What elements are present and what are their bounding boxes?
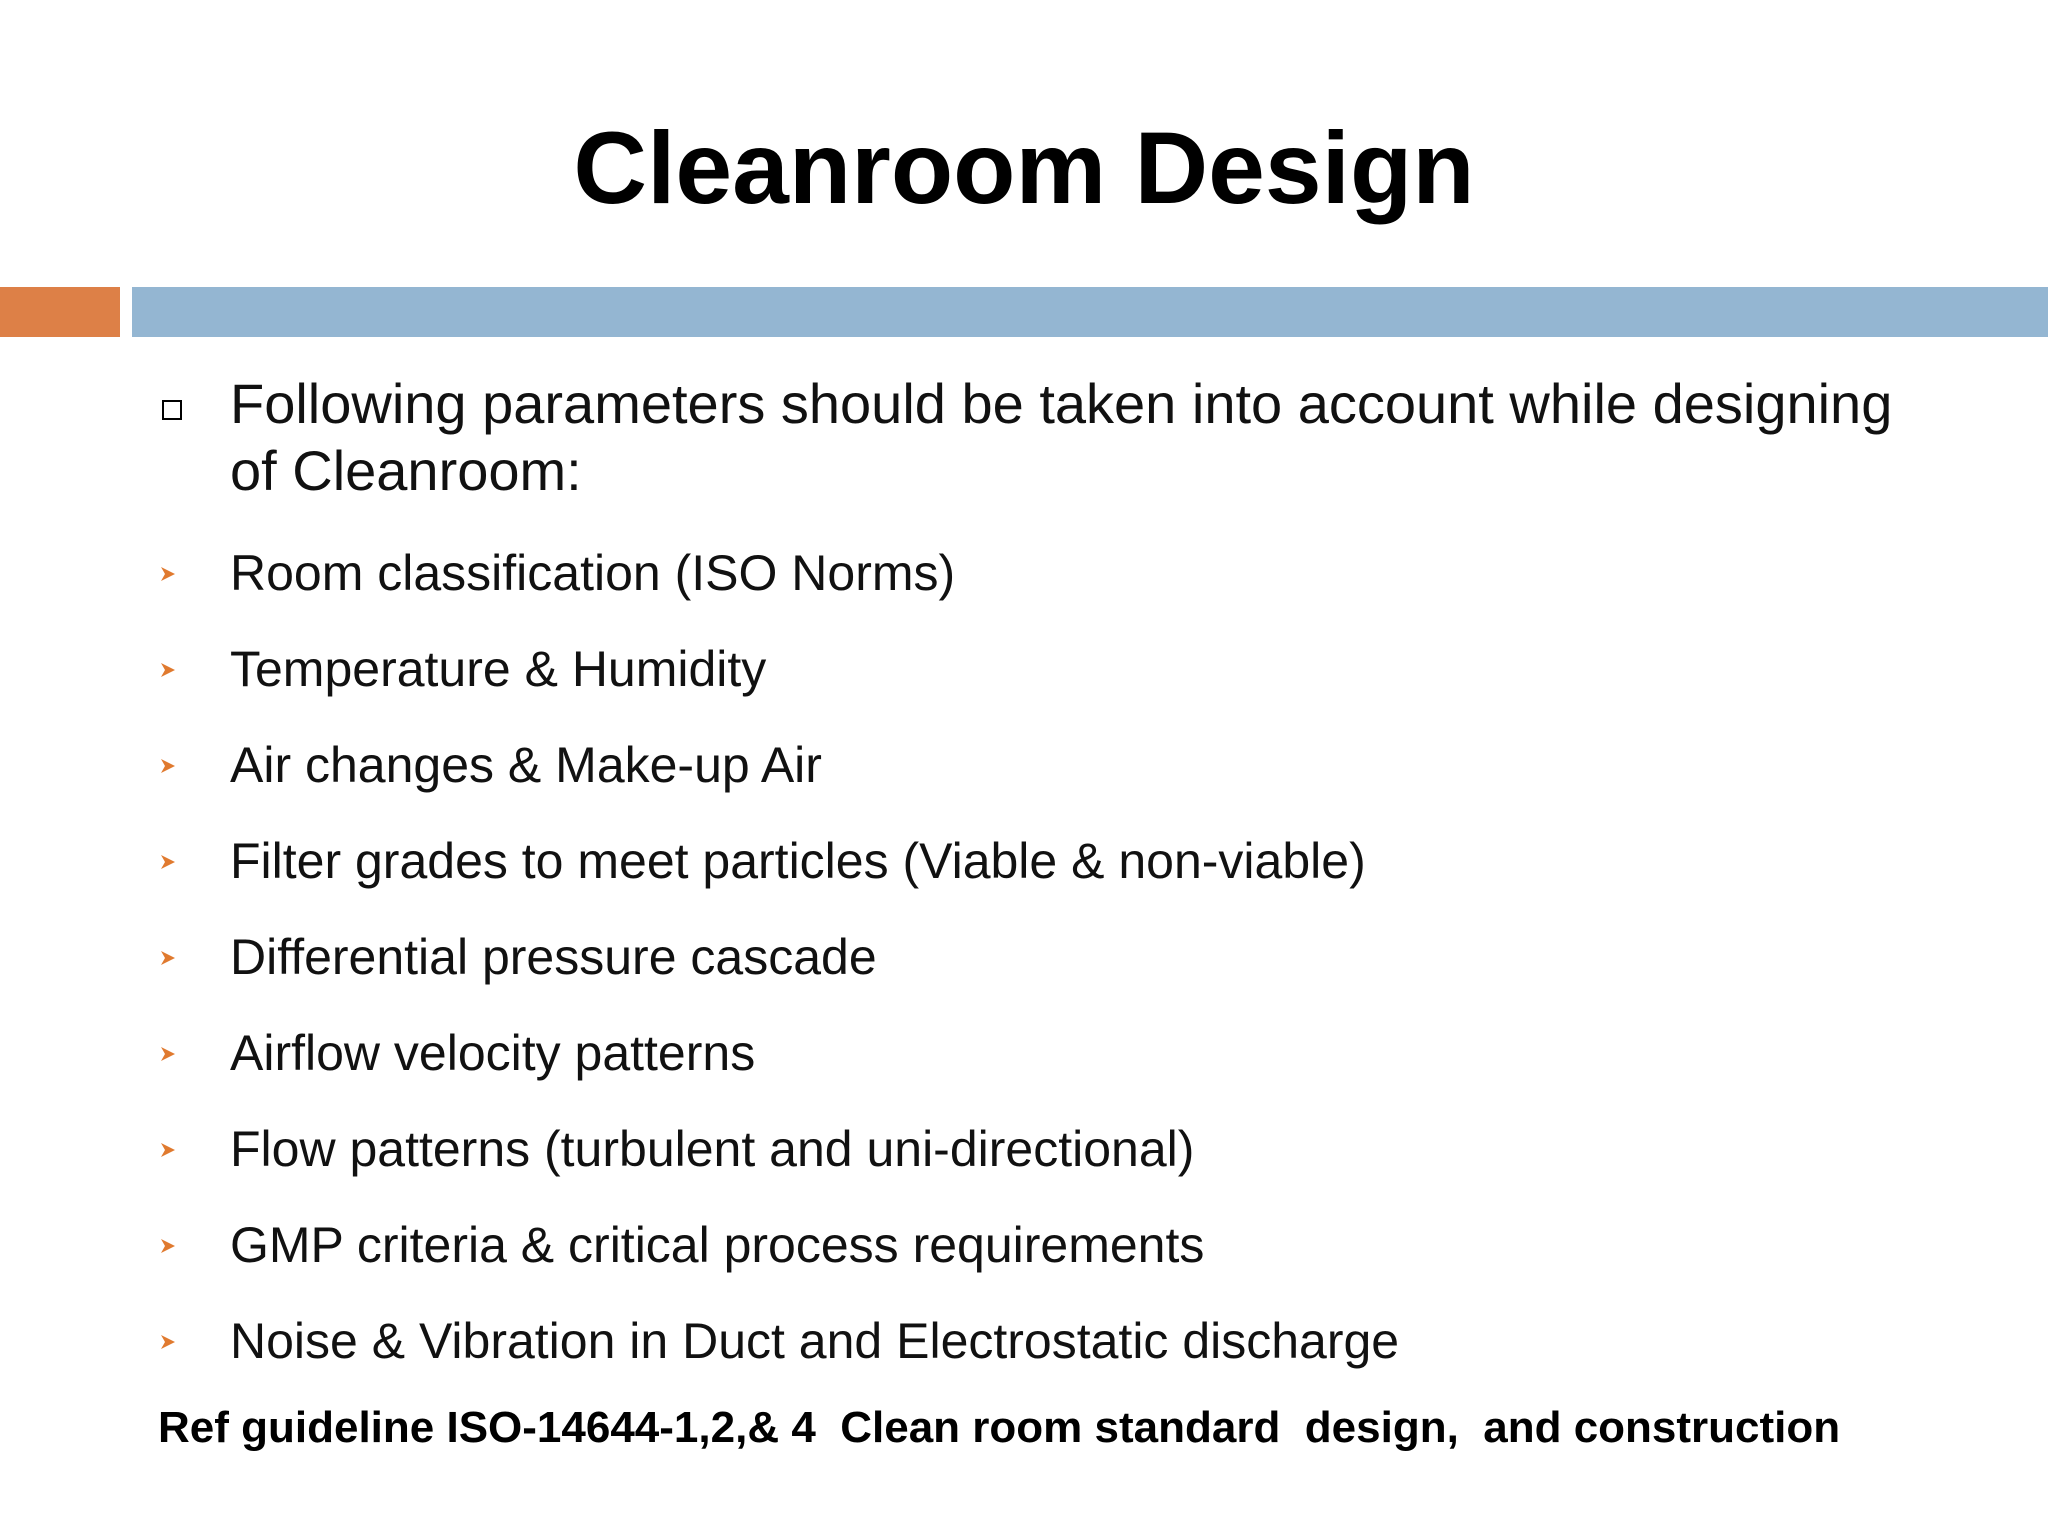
list-item xyxy=(0,1306,2048,1402)
list-item-text: Noise & Vibration in Duct and Electrostatic discharge xyxy=(230,1313,1400,1369)
list-item xyxy=(0,922,2048,1018)
list-item-text: GMP criteria & critical process requirements xyxy=(230,1217,1205,1273)
list-item-text: Room classification (ISO Norms) xyxy=(230,545,956,601)
arrow-bullet-icon xyxy=(158,1044,178,1064)
arrow-bullet-icon xyxy=(158,756,178,776)
list-item xyxy=(0,730,2048,826)
arrow-bullet-icon xyxy=(158,852,178,872)
reference-note: Ref guideline ISO-14644-1,2,& 4 Clean room standard design, and construction xyxy=(158,1403,1841,1452)
arrow-bullet-icon xyxy=(158,1236,178,1256)
slide-title: Cleanroom Design xyxy=(573,111,1475,225)
arrow-bullet-icon xyxy=(158,1332,178,1352)
arrow-bullet-icon xyxy=(158,564,178,584)
arrow-bullet-icon xyxy=(158,948,178,968)
list-item-text: Filter grades to meet particles (Viable & non-viable) xyxy=(230,833,1366,889)
accent-bar-blue xyxy=(132,287,2048,337)
list-item xyxy=(0,826,2048,922)
list-item xyxy=(0,1114,2048,1210)
list-item-text: Differential pressure cascade xyxy=(230,929,877,985)
list-item xyxy=(0,1018,2048,1114)
list-item-text: Temperature & Humidity xyxy=(230,641,767,697)
list-item xyxy=(0,634,2048,730)
lead-text: Following parameters should be taken into account while designing of Cleanroom: xyxy=(230,372,1893,502)
list-item xyxy=(0,1210,2048,1306)
list-item-text: Air changes & Make-up Air xyxy=(230,737,822,793)
list-item-text: Flow patterns (turbulent and uni-directional) xyxy=(230,1121,1195,1177)
square-bullet-icon xyxy=(162,400,182,420)
parameter-list xyxy=(0,538,2048,1402)
accent-bar-orange xyxy=(0,287,120,337)
arrow-bullet-icon xyxy=(158,660,178,680)
arrow-bullet-icon xyxy=(158,1140,178,1160)
list-item xyxy=(0,538,2048,634)
list-item-text: Airflow velocity patterns xyxy=(230,1025,756,1081)
